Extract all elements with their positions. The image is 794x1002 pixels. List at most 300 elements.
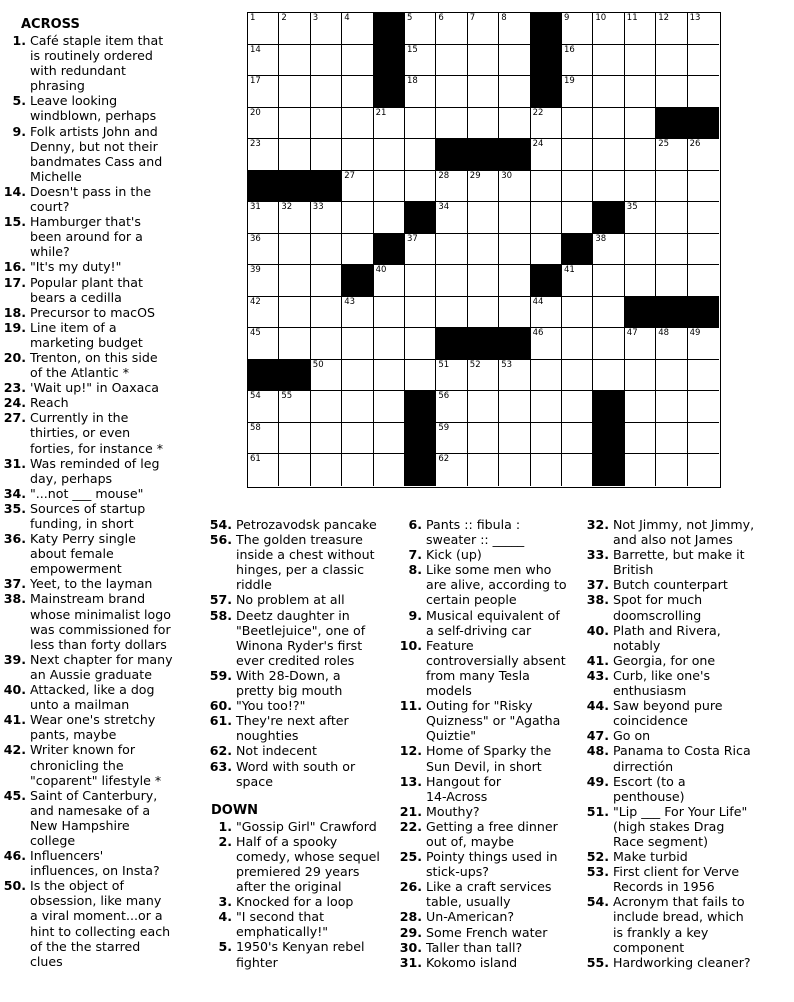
grid-cell[interactable]: [248, 45, 279, 77]
clue-text-line: pants, maybe: [30, 727, 117, 743]
grid-cell[interactable]: [311, 45, 342, 77]
clue-text-line: Writer known for: [30, 742, 136, 758]
grid-cell[interactable]: [656, 45, 687, 77]
grid-cell[interactable]: [279, 265, 310, 297]
grid-cell[interactable]: [531, 328, 562, 360]
down-clue: [206, 894, 406, 909]
grid-cell[interactable]: [248, 76, 279, 108]
grid-cell[interactable]: [248, 13, 279, 45]
clue-text-line: Hangout for: [426, 773, 502, 789]
grid-cell[interactable]: [311, 13, 342, 45]
grid-cell[interactable]: [436, 360, 467, 392]
clue-text-line: influences, on Insta?: [30, 863, 160, 879]
grid-cell[interactable]: [311, 108, 342, 140]
grid-cell[interactable]: [248, 328, 279, 360]
grid-cell[interactable]: [656, 265, 687, 297]
grid-cell[interactable]: [531, 391, 562, 423]
grid-cell[interactable]: [625, 45, 656, 77]
clue-number: 48.: [586, 743, 609, 759]
clue-text-line: stick-ups?: [426, 864, 489, 880]
grid-cell[interactable]: [625, 13, 656, 45]
grid-cell[interactable]: [311, 391, 342, 423]
grid-cell[interactable]: [311, 360, 342, 392]
grid-cell[interactable]: [248, 454, 279, 486]
grid-cell[interactable]: [405, 108, 436, 140]
grid-cell[interactable]: [688, 202, 719, 234]
grid-cell[interactable]: [436, 45, 467, 77]
clue-text-line: Katy Perry single: [30, 531, 136, 547]
grid-cell[interactable]: [342, 139, 373, 171]
clue-text-line: and also not James: [613, 532, 733, 548]
grid-cell[interactable]: [499, 360, 530, 392]
grid-cell[interactable]: [279, 76, 310, 108]
clue-text-line: Petrozavodsk pancake: [236, 517, 377, 532]
clue-text-line: been around for a: [30, 229, 143, 245]
grid-cell[interactable]: [248, 265, 279, 297]
grid-cell[interactable]: [342, 360, 373, 392]
grid-cell[interactable]: [436, 13, 467, 45]
grid-cell[interactable]: [436, 454, 467, 486]
clue-number: 9.: [408, 607, 422, 623]
grid-cell[interactable]: [374, 391, 405, 423]
clue-text-line: Reach: [30, 395, 69, 411]
clue-text-line: of the Atlantic *: [30, 365, 130, 381]
clue-number: 6.: [408, 517, 422, 532]
grid-cell[interactable]: [405, 265, 436, 297]
grid-cell[interactable]: [531, 423, 562, 455]
grid-cell[interactable]: [688, 391, 719, 423]
grid-block: [436, 139, 467, 171]
clue-text-line: Word with south or: [236, 758, 356, 774]
clue-text-line: Line item of a: [30, 319, 117, 335]
grid-cell[interactable]: [688, 139, 719, 171]
across-clue: [0, 878, 205, 969]
clue-text-line: Michelle: [30, 168, 82, 184]
clue-text-line: Knocked for a loop: [236, 894, 354, 910]
grid-cell[interactable]: [405, 297, 436, 329]
grid-cell[interactable]: [342, 454, 373, 486]
grid-cell[interactable]: [562, 171, 593, 203]
grid-cell[interactable]: [562, 297, 593, 329]
grid-cell[interactable]: [468, 297, 499, 329]
grid-cell[interactable]: [625, 360, 656, 392]
grid-cell[interactable]: [248, 202, 279, 234]
clue-text-line: The golden treasure: [236, 532, 363, 548]
grid-cell[interactable]: [342, 423, 373, 455]
grid-cell[interactable]: [625, 202, 656, 234]
grid-cell[interactable]: [311, 202, 342, 234]
grid-cell[interactable]: [248, 423, 279, 455]
grid-cell[interactable]: [468, 360, 499, 392]
clue-text-line: comedy, whose sequel: [236, 848, 380, 864]
grid-cell[interactable]: [468, 234, 499, 266]
clue-text-line: about female: [30, 546, 114, 562]
grid-block: [625, 297, 656, 329]
grid-cell[interactable]: [499, 108, 530, 140]
clue-text-line: include bread, which: [613, 909, 744, 925]
clue-text-line: Feature: [426, 637, 474, 653]
grid-cell[interactable]: [593, 234, 624, 266]
grid-cell[interactable]: [311, 76, 342, 108]
grid-cell[interactable]: [468, 108, 499, 140]
grid-cell[interactable]: [342, 391, 373, 423]
cell-number: 35: [626, 202, 638, 213]
clue-text-line: Quiztie": [426, 728, 476, 744]
grid-cell[interactable]: [531, 360, 562, 392]
grid-cell[interactable]: [688, 234, 719, 266]
grid-cell[interactable]: [625, 328, 656, 360]
grid-cell[interactable]: [562, 328, 593, 360]
across-clue: [0, 93, 205, 123]
grid-cell[interactable]: [405, 171, 436, 203]
grid-block: [593, 423, 624, 455]
grid-cell[interactable]: [311, 454, 342, 486]
grid-cell[interactable]: [593, 328, 624, 360]
grid-cell[interactable]: [656, 328, 687, 360]
grid-cell[interactable]: [562, 423, 593, 455]
clue-text-line: Café staple item that: [30, 33, 164, 48]
across-clue: [206, 668, 406, 698]
grid-cell[interactable]: [374, 139, 405, 171]
grid-cell[interactable]: [436, 391, 467, 423]
grid-cell[interactable]: [405, 45, 436, 77]
clue-text-line: Winona Ryder's first: [236, 637, 363, 653]
grid-cell[interactable]: [625, 454, 656, 486]
grid-cell[interactable]: [468, 454, 499, 486]
grid-cell[interactable]: [405, 234, 436, 266]
clue-text-line: Was reminded of leg: [30, 455, 160, 471]
grid-cell[interactable]: [279, 454, 310, 486]
cell-number: 43: [344, 296, 356, 307]
cell-number: 11: [626, 13, 638, 23]
grid-cell[interactable]: [688, 13, 719, 45]
grid-block: [531, 45, 562, 77]
clue-text-line: Some French water: [426, 924, 548, 940]
grid-cell[interactable]: [656, 202, 687, 234]
clue-number: 34.: [3, 485, 26, 501]
grid-cell[interactable]: [625, 265, 656, 297]
grid-cell[interactable]: [279, 139, 310, 171]
grid-cell[interactable]: [499, 45, 530, 77]
grid-cell[interactable]: [436, 234, 467, 266]
clue-text-line: Yeet, to the layman: [30, 576, 153, 592]
grid-cell[interactable]: [531, 139, 562, 171]
grid-cell[interactable]: [593, 45, 624, 77]
grid-cell[interactable]: [656, 423, 687, 455]
grid-cell[interactable]: [468, 171, 499, 203]
grid-cell[interactable]: [593, 171, 624, 203]
grid-cell[interactable]: [279, 45, 310, 77]
grid-cell[interactable]: [562, 391, 593, 423]
grid-cell[interactable]: [562, 265, 593, 297]
grid-cell[interactable]: [436, 297, 467, 329]
grid-cell[interactable]: [499, 234, 530, 266]
grid-cell[interactable]: [562, 108, 593, 140]
grid-cell[interactable]: [562, 76, 593, 108]
clue-text-line: and namesake of a: [30, 802, 151, 818]
grid-cell[interactable]: [593, 297, 624, 329]
grid-cell[interactable]: [688, 423, 719, 455]
clue-text-line: Plath and Rivera,: [613, 622, 721, 638]
grid-cell[interactable]: [405, 13, 436, 45]
clue-number: 22.: [399, 818, 422, 834]
across-clue: [0, 712, 205, 742]
grid-cell[interactable]: [436, 76, 467, 108]
clue-text-line: doomscrolling: [613, 607, 702, 623]
grid-cell[interactable]: [499, 76, 530, 108]
grid-cell[interactable]: [531, 454, 562, 486]
grid-cell[interactable]: [311, 423, 342, 455]
grid-cell[interactable]: [656, 171, 687, 203]
grid-cell[interactable]: [342, 202, 373, 234]
clue-text-line: Quizness" or "Agatha: [426, 713, 561, 729]
grid-cell[interactable]: [405, 328, 436, 360]
clue-text-line: space: [236, 773, 273, 789]
grid-cell[interactable]: [562, 45, 593, 77]
clue-number: 59.: [209, 667, 232, 683]
cell-number: 41: [564, 265, 575, 276]
grid-cell[interactable]: [342, 297, 373, 329]
across-clue: [0, 652, 205, 682]
grid-cell[interactable]: [688, 328, 719, 360]
cell-number: 30: [501, 170, 513, 181]
clue-text-line: empowerment: [30, 561, 122, 577]
grid-cell[interactable]: [279, 234, 310, 266]
grid-cell[interactable]: [342, 13, 373, 45]
grid-cell[interactable]: [593, 360, 624, 392]
down-clue: [583, 864, 793, 894]
grid-cell[interactable]: [374, 360, 405, 392]
across-clue: [0, 456, 205, 486]
down-clue: [396, 955, 591, 970]
grid-cell[interactable]: [342, 234, 373, 266]
grid-cell[interactable]: [374, 423, 405, 455]
clue-number: 14.: [3, 183, 26, 199]
clue-text-line: sweater :: _____: [426, 532, 525, 548]
across-clue: [0, 380, 205, 395]
cell-number: 12: [658, 13, 670, 23]
clue-number: 5.: [218, 939, 232, 955]
grid-block: [562, 234, 593, 266]
clue-text-line: Records in 1956: [613, 879, 715, 895]
grid-cell[interactable]: [248, 234, 279, 266]
grid-cell[interactable]: [374, 202, 405, 234]
grid-cell[interactable]: [688, 265, 719, 297]
grid-cell[interactable]: [593, 108, 624, 140]
grid-cell[interactable]: [688, 171, 719, 203]
grid-cell[interactable]: [688, 454, 719, 486]
grid-cell[interactable]: [279, 328, 310, 360]
grid-cell[interactable]: [531, 234, 562, 266]
grid-cell[interactable]: [436, 423, 467, 455]
grid-cell[interactable]: [593, 13, 624, 45]
grid-cell[interactable]: [342, 328, 373, 360]
grid-cell[interactable]: [562, 454, 593, 486]
grid-cell[interactable]: [656, 391, 687, 423]
across-clue: [206, 759, 406, 789]
clue-number: 24.: [3, 395, 26, 411]
grid-cell[interactable]: [248, 391, 279, 423]
grid-cell[interactable]: [688, 76, 719, 108]
grid-cell[interactable]: [279, 13, 310, 45]
grid-cell[interactable]: [311, 297, 342, 329]
grid-cell[interactable]: [248, 139, 279, 171]
grid-block: [499, 328, 530, 360]
clue-text-line: (high stakes Drag: [613, 818, 725, 834]
grid-cell[interactable]: [468, 391, 499, 423]
grid-cell[interactable]: [405, 76, 436, 108]
clues-column-2: [206, 517, 406, 970]
clue-number: 61.: [209, 713, 232, 729]
grid-cell[interactable]: [279, 423, 310, 455]
grid-cell[interactable]: [436, 108, 467, 140]
grid-cell[interactable]: [405, 139, 436, 171]
clue-number: 56.: [209, 532, 232, 548]
grid-cell[interactable]: [499, 13, 530, 45]
grid-cell[interactable]: [279, 391, 310, 423]
grid-cell[interactable]: [374, 171, 405, 203]
grid-cell[interactable]: [499, 297, 530, 329]
grid-cell[interactable]: [562, 139, 593, 171]
grid-cell[interactable]: [499, 454, 530, 486]
clue-text-line: Getting a free dinner: [426, 818, 558, 834]
grid-block: [531, 13, 562, 45]
cell-number: 32: [281, 202, 293, 213]
grid-cell[interactable]: [656, 454, 687, 486]
grid-cell[interactable]: [405, 360, 436, 392]
grid-cell[interactable]: [279, 108, 310, 140]
grid-cell[interactable]: [688, 45, 719, 77]
grid-cell[interactable]: [688, 360, 719, 392]
down-clue: [583, 668, 793, 698]
grid-cell[interactable]: [562, 360, 593, 392]
grid-cell[interactable]: [625, 76, 656, 108]
grid-cell[interactable]: [468, 76, 499, 108]
grid-cell[interactable]: [499, 391, 530, 423]
grid-block: [405, 391, 436, 423]
clue-number: 13.: [399, 773, 422, 789]
grid-cell[interactable]: [436, 265, 467, 297]
grid-cell[interactable]: [562, 202, 593, 234]
grid-cell[interactable]: [468, 45, 499, 77]
cell-number: 26: [689, 139, 701, 150]
grid-cell[interactable]: [279, 202, 310, 234]
clue-text-line: a viral moment...or a: [30, 908, 163, 924]
across-clue: [0, 395, 205, 410]
clue-text-line: Attacked, like a dog: [30, 682, 155, 698]
grid-cell[interactable]: [625, 139, 656, 171]
grid-cell[interactable]: [656, 76, 687, 108]
grid-cell[interactable]: [656, 234, 687, 266]
grid-cell[interactable]: [468, 202, 499, 234]
clue-text-line: after the original: [236, 879, 342, 895]
cell-number: 14: [250, 44, 261, 55]
grid-cell[interactable]: [436, 171, 467, 203]
across-clue: [0, 259, 205, 274]
grid-cell[interactable]: [531, 108, 562, 140]
across-clue: [0, 33, 205, 93]
grid-cell[interactable]: [342, 76, 373, 108]
clue-number: 47.: [586, 728, 609, 744]
grid-cell[interactable]: [374, 454, 405, 486]
clue-text-line: "Lip ___ For Your Life": [613, 803, 748, 819]
grid-cell[interactable]: [531, 297, 562, 329]
grid-block: [656, 297, 687, 329]
grid-cell[interactable]: [593, 139, 624, 171]
down-clue: [396, 804, 591, 819]
grid-cell[interactable]: [625, 423, 656, 455]
grid-cell[interactable]: [436, 202, 467, 234]
grid-cell[interactable]: [531, 171, 562, 203]
cell-number: 20: [250, 107, 261, 118]
grid-cell[interactable]: [625, 234, 656, 266]
grid-cell[interactable]: [499, 423, 530, 455]
clue-number: 41.: [3, 712, 26, 728]
clue-number: 30.: [399, 939, 422, 955]
clue-text-line: Deetz daughter in: [236, 607, 350, 623]
down-clue: [583, 894, 793, 954]
across-clue: [206, 532, 406, 592]
grid-cell[interactable]: [468, 265, 499, 297]
grid-cell[interactable]: [468, 13, 499, 45]
grid-cell[interactable]: [656, 139, 687, 171]
down-clue: [583, 547, 793, 577]
grid-cell[interactable]: [311, 139, 342, 171]
grid-cell[interactable]: [499, 265, 530, 297]
grid-cell[interactable]: [499, 202, 530, 234]
grid-cell[interactable]: [311, 265, 342, 297]
grid-cell[interactable]: [248, 108, 279, 140]
grid-cell[interactable]: [593, 265, 624, 297]
clue-number: 40.: [3, 682, 26, 698]
grid-block: [688, 108, 719, 140]
grid-cell[interactable]: [342, 171, 373, 203]
grid-cell[interactable]: [593, 76, 624, 108]
grid-cell[interactable]: [374, 265, 405, 297]
grid-cell[interactable]: [342, 108, 373, 140]
down-clue: [583, 698, 793, 728]
clue-text-line: notably: [613, 637, 661, 653]
grid-block: [531, 265, 562, 297]
grid-cell[interactable]: [248, 297, 279, 329]
grid-cell[interactable]: [625, 171, 656, 203]
grid-cell[interactable]: [562, 13, 593, 45]
grid-cell[interactable]: [531, 202, 562, 234]
clue-text-line: First client for Verve: [613, 864, 740, 880]
across-clue: [206, 713, 406, 743]
grid-cell[interactable]: [374, 108, 405, 140]
grid-block: [248, 360, 279, 392]
grid-cell[interactable]: [374, 297, 405, 329]
clue-text-line: Half of a spooky: [236, 833, 338, 849]
grid-cell[interactable]: [468, 423, 499, 455]
grid-cell[interactable]: [342, 45, 373, 77]
clue-text-line: Barrette, but make it: [613, 547, 745, 563]
grid-cell[interactable]: [656, 360, 687, 392]
grid-cell[interactable]: [311, 328, 342, 360]
grid-cell[interactable]: [625, 391, 656, 423]
grid-cell[interactable]: [656, 13, 687, 45]
grid-cell[interactable]: [279, 297, 310, 329]
grid-cell[interactable]: [499, 171, 530, 203]
grid-cell[interactable]: [311, 234, 342, 266]
clue-text-line: a self-driving car: [426, 622, 532, 638]
grid-cell[interactable]: [625, 108, 656, 140]
grid-cell[interactable]: [374, 328, 405, 360]
cell-number: 58: [250, 422, 261, 433]
clue-text-line: pretty big mouth: [236, 683, 343, 699]
clue-text-line: Curb, like one's: [613, 667, 711, 683]
